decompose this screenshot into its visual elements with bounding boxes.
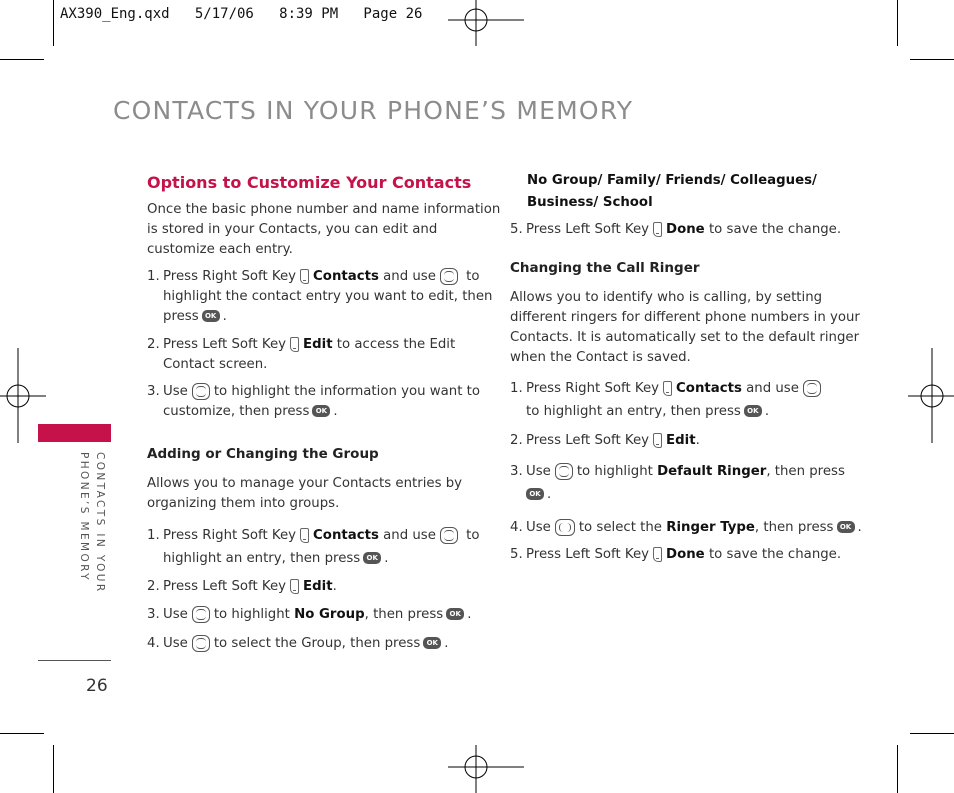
crop-mark <box>0 59 44 60</box>
step-text: Use <box>163 607 188 622</box>
step-keyword: Edit <box>303 579 333 594</box>
step-text: Press Left Soft Key <box>526 547 650 562</box>
crop-mark <box>897 745 898 793</box>
step-number: 2. <box>510 433 523 448</box>
step-keyword: Default Ringer <box>657 464 767 479</box>
step-number: 1. <box>510 381 523 396</box>
options-intro <box>147 200 500 260</box>
crop-mark <box>910 59 954 60</box>
group-step-4 <box>147 634 449 654</box>
step-keyword: Contacts <box>313 269 379 284</box>
step-number: 3. <box>510 464 523 479</box>
ringer-step-5 <box>510 545 841 565</box>
right-soft-key-icon <box>300 269 309 284</box>
step-text: Press Left Soft Key <box>526 222 650 237</box>
step-keyword: Done <box>666 222 705 237</box>
step-text: Use <box>163 636 188 651</box>
navigation-key-icon <box>803 380 821 397</box>
step-text: Press Right Soft Key <box>163 528 297 543</box>
ok-key-icon: OK <box>526 488 544 500</box>
side-tab-label-line1: CONTACTS IN YOUR <box>94 452 106 594</box>
step-text: to <box>466 528 480 543</box>
step-text: highlight an entry, then press <box>163 551 361 566</box>
page-number: 26 <box>86 676 108 696</box>
step-keyword: Contacts <box>313 528 379 543</box>
step-number: 3. <box>147 607 160 622</box>
step-keyword: No Group <box>294 607 365 622</box>
step-text: customize, then press <box>163 404 310 419</box>
ok-key-icon: OK <box>423 637 441 649</box>
step-keyword: Contacts <box>676 381 742 396</box>
step-keyword: Edit <box>666 433 696 448</box>
step-number: 1. <box>147 269 160 284</box>
step-text: Contact screen. <box>163 357 268 372</box>
step-text: to select the <box>578 520 662 535</box>
step-number: 3. <box>147 384 160 399</box>
step-text: . <box>695 433 700 448</box>
step-text: . <box>332 579 337 594</box>
paragraph-line: when the Contact is saved. <box>510 350 691 365</box>
step-text: . <box>333 404 338 419</box>
crop-mark <box>0 733 44 734</box>
crop-mark <box>897 0 898 46</box>
step-text: Press Left Soft Key <box>163 337 287 352</box>
ok-key-icon: OK <box>446 608 464 620</box>
group-options-list <box>527 171 817 213</box>
step-text: . <box>547 487 552 502</box>
paragraph-line: organizing them into groups. <box>147 496 340 511</box>
section-heading-options: Options to Customize Your Contacts <box>147 173 472 192</box>
page-title: CONTACTS IN YOUR PHONE’S MEMORY <box>113 96 634 125</box>
step-text: to save the change. <box>708 547 842 562</box>
step-text: press <box>163 309 199 324</box>
paragraph-line: customize each entry. <box>147 242 293 257</box>
side-tab-bar <box>38 424 111 442</box>
step-text: and use <box>746 381 799 396</box>
step-text: to access the Edit <box>336 337 456 352</box>
registration-mark-top <box>448 0 528 50</box>
step-text: Use <box>163 384 188 399</box>
left-soft-key-icon <box>653 222 662 237</box>
crop-mark <box>910 733 954 734</box>
navigation-left-right-icon <box>555 519 575 536</box>
step-text: , then press <box>754 520 834 535</box>
navigation-key-icon <box>192 635 210 652</box>
paragraph-line: Allows you to identify who is calling, by setting <box>510 290 823 305</box>
crop-mark <box>53 745 54 793</box>
step-text: to save the change. <box>708 222 842 237</box>
right-soft-key-icon <box>300 528 309 543</box>
group-intro <box>147 474 462 514</box>
ringer-step-1 <box>510 379 825 422</box>
ok-key-icon: OK <box>363 552 381 564</box>
step-keyword: Edit <box>303 337 333 352</box>
group-step-3 <box>147 605 471 625</box>
paragraph-line: Contacts. It is automatically set to the default ringer <box>510 330 860 345</box>
step-text: . <box>857 520 862 535</box>
section-heading-ringer: Changing the Call Ringer <box>510 260 700 276</box>
ringer-step-4 <box>510 518 862 538</box>
options-step-3 <box>147 382 480 422</box>
navigation-key-icon <box>555 463 573 480</box>
paragraph-line: Once the basic phone number and name information <box>147 202 501 217</box>
step-number: 2. <box>147 579 160 594</box>
step-text: to highlight an entry, then press <box>526 404 741 419</box>
step-text: Press Right Soft Key <box>526 381 660 396</box>
group-step-1 <box>147 526 480 569</box>
ok-key-icon: OK <box>744 405 762 417</box>
step-text: . <box>222 309 227 324</box>
options-step-2 <box>147 335 455 375</box>
step-text: to highlight the information you want to <box>213 384 481 399</box>
step-keyword: Ringer Type <box>666 520 755 535</box>
page-number-rule <box>38 660 111 661</box>
step-text: highlight the contact entry you want to edit, then <box>163 289 493 304</box>
registration-mark-bottom <box>448 745 528 793</box>
step-text: Press Left Soft Key <box>526 433 650 448</box>
step-text: and use <box>383 528 436 543</box>
left-soft-key-icon <box>290 579 299 594</box>
group-step-2 <box>147 577 337 597</box>
left-soft-key-icon <box>653 547 662 562</box>
left-soft-key-icon <box>290 337 299 352</box>
file-info-header: AX390_Eng.qxd 5/17/06 8:39 PM Page 26 <box>60 6 423 22</box>
right-soft-key-icon <box>663 381 672 396</box>
ok-key-icon: OK <box>312 405 330 417</box>
step-text: to select the Group, then press <box>213 636 421 651</box>
crop-mark <box>53 0 54 46</box>
ok-key-icon: OK <box>202 310 220 322</box>
navigation-key-icon <box>440 527 458 544</box>
step-text: . <box>764 404 770 419</box>
paragraph-line: different ringers for different phone numbers in your <box>510 310 860 325</box>
ok-key-icon: OK <box>837 521 855 533</box>
step-text: to <box>466 269 480 284</box>
ringer-step-2 <box>510 431 700 451</box>
side-tab-label-line2: PHONE’S MEMORY <box>78 452 90 582</box>
paragraph-line: Allows you to manage your Contacts entries by <box>147 476 463 491</box>
step-text: Press Right Soft Key <box>163 269 297 284</box>
section-heading-group: Adding or Changing the Group <box>147 446 379 462</box>
navigation-key-icon <box>192 606 210 623</box>
navigation-key-icon <box>192 383 210 400</box>
step-number: 4. <box>510 520 523 535</box>
step-text: Use <box>526 520 551 535</box>
step-number: 4. <box>147 636 160 651</box>
step-text: . <box>384 551 389 566</box>
step-text: to highlight <box>576 464 653 479</box>
step-number: 1. <box>147 528 160 543</box>
options-step-1 <box>147 267 492 327</box>
step-text: , then press <box>766 464 845 479</box>
ringer-step-3 <box>510 462 845 505</box>
step-number: 2. <box>147 337 160 352</box>
step-text: , then press <box>364 607 444 622</box>
step-number: 5. <box>510 222 523 237</box>
left-soft-key-icon <box>653 433 662 448</box>
step-text: Use <box>526 464 551 479</box>
group-options-line: Business/ School <box>527 195 653 210</box>
step-text: to highlight <box>213 607 290 622</box>
registration-mark-right <box>908 348 954 443</box>
paragraph-line: is stored in your Contacts, you can edit and <box>147 222 438 237</box>
step-text: . <box>444 636 449 651</box>
step-keyword: Done <box>666 547 705 562</box>
ringer-intro <box>510 288 860 368</box>
step-number: 5. <box>510 547 523 562</box>
group-step-5 <box>510 220 841 240</box>
step-text: . <box>467 607 472 622</box>
group-options-line: No Group/ Family/ Friends/ Colleagues/ <box>527 173 817 188</box>
step-text: Press Left Soft Key <box>163 579 287 594</box>
navigation-key-icon <box>440 268 458 285</box>
step-text: and use <box>383 269 436 284</box>
